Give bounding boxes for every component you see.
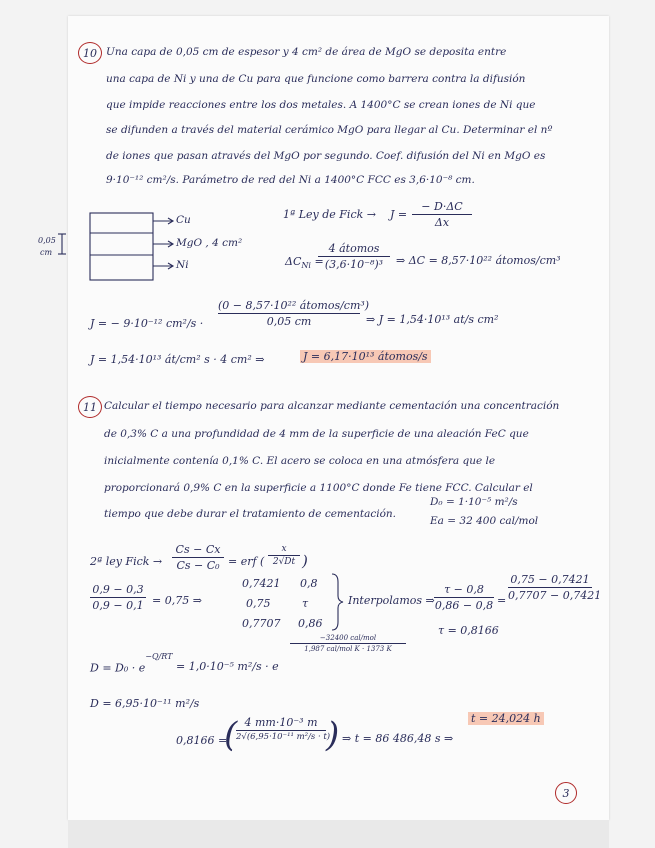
ratio-numerator: 0,9 − 0,3 [92,583,144,596]
problem-10-number-text: 10 [83,46,97,60]
d-exponent-denominator: 1,987 cal/mol K · 1373 K [304,645,392,653]
problem-11-line-3: inicialmente contenía 0,1% C. El acero se coloca en una atmósfera que le [104,455,496,467]
j-result: ⇒ J = 1,54·10¹³ at/s cm² [366,313,499,326]
fraction-bar [434,597,494,598]
fick2-erf: = erf ( [228,555,265,568]
table-row-2-right: τ [302,597,309,610]
diagram-label-mgo: MgO , 4 cm² [176,237,243,249]
d-exponent-fraction [290,634,406,653]
fick2-label: 2ª ley Fick → [90,555,163,568]
problem-11-line-2: de 0,3% C a una profundidad de 4 mm de la superficie de una aleación FeC que [104,428,529,440]
fick2-erf-numerator: x [281,544,287,554]
d-exponent-numerator: −32400 cal/mol [319,634,377,642]
table-row-2-left: 0,75 [246,597,271,610]
interp-label: Interpolamos ⇒ [348,594,435,607]
fick2-erf-denominator: 2√Dt [272,557,296,567]
fraction-bar [236,730,326,731]
fick1-label: 1ª Ley de Fick → [283,208,376,221]
table-row-3-left: 0,7707 [242,617,281,630]
interp-fraction-2 [508,573,602,602]
interp-denominator-2: 0,7707 − 0,7421 [508,589,602,602]
page-number-text: 3 [562,786,570,800]
d-equation-2: = 1,0·10⁻⁵ m²/s · e [176,660,279,673]
j-numerator: (0 − 8,57·10²² átomos/cm³) [218,299,370,312]
fick2-numerator: Cs − Cx [175,543,221,556]
dcni-subscript: Ni [301,261,311,271]
fraction-bar [290,643,406,644]
j-denominator: 0,05 cm [266,315,312,328]
fick2-denominator: Cs − C₀ [176,559,220,572]
final-t: ⇒ t = 86 486,48 s ⇒ [342,732,454,745]
problem-10-line-6: 9·10⁻¹² cm²/s. Parámetro de red del Ni a 1400°C FCC es 3,6·10⁻⁸ cm. [106,174,475,186]
table-row-1-left: 0,7421 [242,577,281,590]
table-row-1-right: 0,8 [300,577,318,590]
dcni-equals: = [314,255,324,268]
j-lhs: J = − 9·10⁻¹² cm²/s · [90,317,204,330]
dcni-denominator: (3,6·10⁻⁸)³ [324,258,384,271]
problem-10-line-3: que impide reacciones entre los dos metales. A 1400°C se crean iones de Ni que [106,99,536,111]
fick1-numerator: − D·ΔC [421,200,463,213]
interp-numerator-1: τ − 0,8 [444,583,484,596]
problem-11-line-5: tiempo que debe durar el tratamiento de cementación. [104,508,396,520]
problem-10-line-1: Una capa de 0,05 cm de espesor y 4 cm² de área de MgO se deposita entre [106,46,507,58]
dcni-symbol: ΔC [285,255,302,268]
final-paren-open: ( [224,715,238,755]
interp-numerator-2: 0,75 − 0,7421 [510,573,590,586]
diagram-label-ni: Ni [176,259,189,271]
problem-10-final-answer: J = 6,17·10¹³ átomos/s [300,350,431,363]
problem-10-line-2: una capa de Ni y una de Cu para que funcione como barrera contra la difusión [106,73,526,85]
problem-11-line-1: Calcular el tiempo necesario para alcanzar mediante cementación una concentración [104,400,560,412]
problem-10-final-lhs: J = 1,54·10¹³ át/cm² s · 4 cm² ⇒ [90,353,265,366]
ratio-result: = 0,75 ⇒ [152,594,202,607]
interp-denominator-1: 0,86 − 0,8 [434,599,494,612]
fick1-denominator: Δx [434,216,450,229]
tau-result: τ = 0,8166 [438,624,499,637]
final-lhs: 0,8166 = [176,734,228,747]
interp-fraction-1 [434,583,494,612]
table-row-3-right: 0,86 [298,617,323,630]
interp-equals: = [497,594,507,607]
d-equation-base: D = D₀ · e [90,661,146,675]
problem-11-ea: Ea = 32 400 cal/mol [430,515,539,527]
problem-11-number-text: 11 [83,400,97,414]
problem-11-d0: D₀ = 1·10⁻⁵ m²/s [430,496,518,508]
d-equation [90,652,173,675]
problem-10-line-4: se difunden a través del material cerámico MgO para llegar al Cu. Determinar el nº [106,124,553,136]
diagram-label-cu: Cu [176,214,191,226]
final-paren-close: ) [326,715,340,755]
problem-11-final-answer: t = 24,024 h [468,712,544,725]
page-number [555,782,577,804]
problem-10-line-5: de iones que pasan através del MgO por segundo. Coef. difusión del Ni en MgO es [106,150,546,162]
d-result: D = 6,95·10⁻¹¹ m²/s [90,697,200,710]
fick1-lhs: J = [390,208,408,221]
dcni-result: ⇒ ΔC = 8,57·10²² átomos/cm³ [396,254,561,267]
fick2-close: ) [302,552,308,570]
diagram-thickness-value: 0,05 [38,236,56,245]
fraction-bar [508,587,592,588]
problem-11-line-4: proporcionará 0,9% C en la superficie a 1100°C donde Fe tiene FCC. Calcular el [104,482,533,494]
d-equation-exponent: −Q/RT [145,652,173,661]
ratio-denominator: 0,9 − 0,1 [92,599,144,612]
diagram-thickness-unit: cm [40,248,53,257]
final-denominator: 2√(6,95·10⁻¹¹ m²/s · t) [236,732,331,742]
final-fraction [236,716,331,742]
final-numerator: 4 mm·10⁻³ m [244,716,318,729]
dcni-numerator: 4 átomos [328,242,380,255]
